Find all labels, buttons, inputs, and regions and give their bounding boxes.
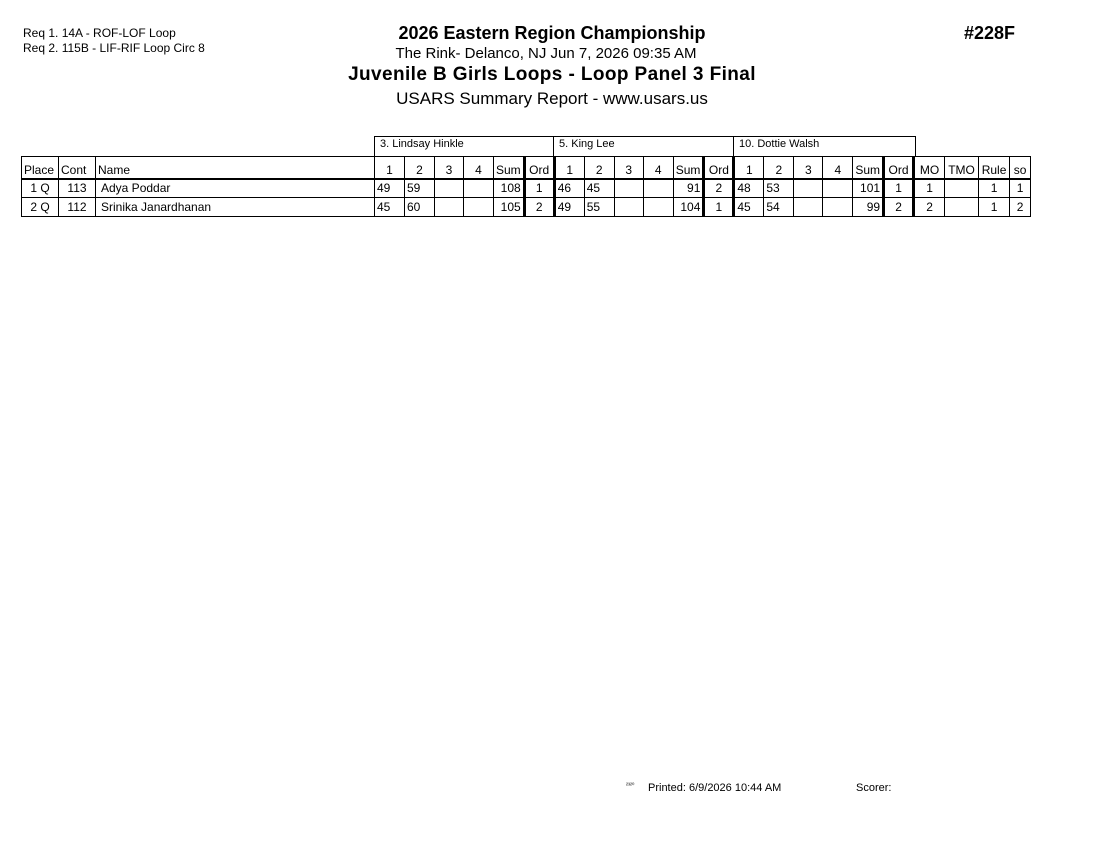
score-cell: 53 (764, 179, 794, 198)
ord-cell: 1 (884, 179, 914, 198)
score-cell (643, 179, 673, 198)
col-j2-s3: 3 (614, 157, 643, 179)
tmo-cell (945, 179, 979, 198)
judge-header-3: 10. Dottie Walsh (733, 136, 916, 156)
table-row (22, 179, 1031, 198)
rule-cell: 1 (979, 179, 1010, 198)
ord-cell: 2 (704, 179, 734, 198)
score-cell (823, 198, 853, 217)
score-cell (464, 179, 494, 198)
score-cell: 45 (584, 179, 614, 198)
column-header-row (22, 157, 1031, 179)
venue-datetime: The Rink- Delanco, NJ Jun 7, 2026 09:35 AM (395, 45, 697, 62)
sum-cell: 108 (494, 179, 525, 198)
skater-name: Adya Poddar (96, 179, 375, 198)
col-j3-ord: Ord (884, 157, 914, 179)
sum-cell: 105 (494, 198, 525, 217)
results-table (21, 156, 1031, 217)
rule-cell: 1 (979, 198, 1010, 217)
score-cell: 45 (734, 198, 764, 217)
sum-cell: 91 (673, 179, 704, 198)
so-cell: 2 (1010, 198, 1031, 217)
ord-cell: 1 (704, 198, 734, 217)
col-place: Place (22, 157, 59, 179)
score-cell: 49 (375, 179, 405, 198)
cont-cell: 113 (59, 179, 96, 198)
championship-title: 2026 Eastern Region Championship (398, 23, 706, 43)
ord-cell: 2 (884, 198, 914, 217)
col-j2-sum: Sum (673, 157, 704, 179)
printed-timestamp: Printed: 6/9/2026 10:44 AM (648, 782, 782, 794)
requirement-2: Req 2. 115B - LIF-RIF Loop Circ 8 (23, 41, 205, 55)
col-j3-s2: 2 (764, 157, 794, 179)
col-j1-s3: 3 (435, 157, 464, 179)
score-cell (464, 198, 494, 217)
col-j2-s1: 1 (554, 157, 584, 179)
col-j1-sum: Sum (494, 157, 525, 179)
mo-cell: 1 (914, 179, 945, 198)
sum-cell: 99 (853, 198, 884, 217)
col-j1-s2: 2 (405, 157, 435, 179)
tmo-cell (945, 198, 979, 217)
col-j3-sum: Sum (853, 157, 884, 179)
skater-name: Srinika Janardhanan (96, 198, 375, 217)
score-cell (643, 198, 673, 217)
score-cell: 60 (405, 198, 435, 217)
judge-header-1: 3. Lindsay Hinkle (374, 136, 554, 156)
event-number: #228F (964, 23, 1016, 43)
footer-code: ²³²⁰ (626, 783, 635, 789)
report-subtitle: USARS Summary Report - www.usars.us (396, 89, 708, 108)
score-cell (794, 198, 823, 217)
event-title: Juvenile B Girls Loops - Loop Panel 3 Final (348, 64, 756, 85)
score-cell (823, 179, 853, 198)
sum-cell: 104 (673, 198, 704, 217)
so-cell: 1 (1010, 179, 1031, 198)
col-name: Name (96, 157, 375, 179)
score-cell: 55 (584, 198, 614, 217)
place-cell: 2 Q (22, 198, 59, 217)
score-cell (435, 198, 464, 217)
ord-cell: 2 (524, 198, 554, 217)
scorer-label: Scorer: (856, 782, 892, 794)
col-j2-ord: Ord (704, 157, 734, 179)
score-cell: 48 (734, 179, 764, 198)
col-j3-s4: 4 (823, 157, 853, 179)
score-cell: 54 (764, 198, 794, 217)
place-cell: 1 Q (22, 179, 59, 198)
col-j1-ord: Ord (524, 157, 554, 179)
col-cont: Cont (59, 157, 96, 179)
col-j2-s2: 2 (584, 157, 614, 179)
judge-header-2: 5. King Lee (553, 136, 734, 156)
score-cell (614, 198, 643, 217)
ord-cell: 1 (524, 179, 554, 198)
col-tmo: TMO (945, 157, 979, 179)
col-rule: Rule (979, 157, 1010, 179)
col-j3-s1: 1 (734, 157, 764, 179)
score-cell (794, 179, 823, 198)
score-cell (614, 179, 643, 198)
sum-cell: 101 (853, 179, 884, 198)
score-cell: 46 (554, 179, 584, 198)
cont-cell: 112 (59, 198, 96, 217)
col-mo: MO (914, 157, 945, 179)
score-cell: 59 (405, 179, 435, 198)
score-cell: 45 (375, 198, 405, 217)
score-cell (435, 179, 464, 198)
col-j3-s3: 3 (794, 157, 823, 179)
mo-cell: 2 (914, 198, 945, 217)
col-j2-s4: 4 (643, 157, 673, 179)
requirement-1: Req 1. 14A - ROF-LOF Loop (23, 26, 176, 40)
table-row (22, 198, 1031, 217)
col-j1-s1: 1 (375, 157, 405, 179)
col-so: so (1010, 157, 1031, 179)
col-j1-s4: 4 (464, 157, 494, 179)
score-cell: 49 (554, 198, 584, 217)
